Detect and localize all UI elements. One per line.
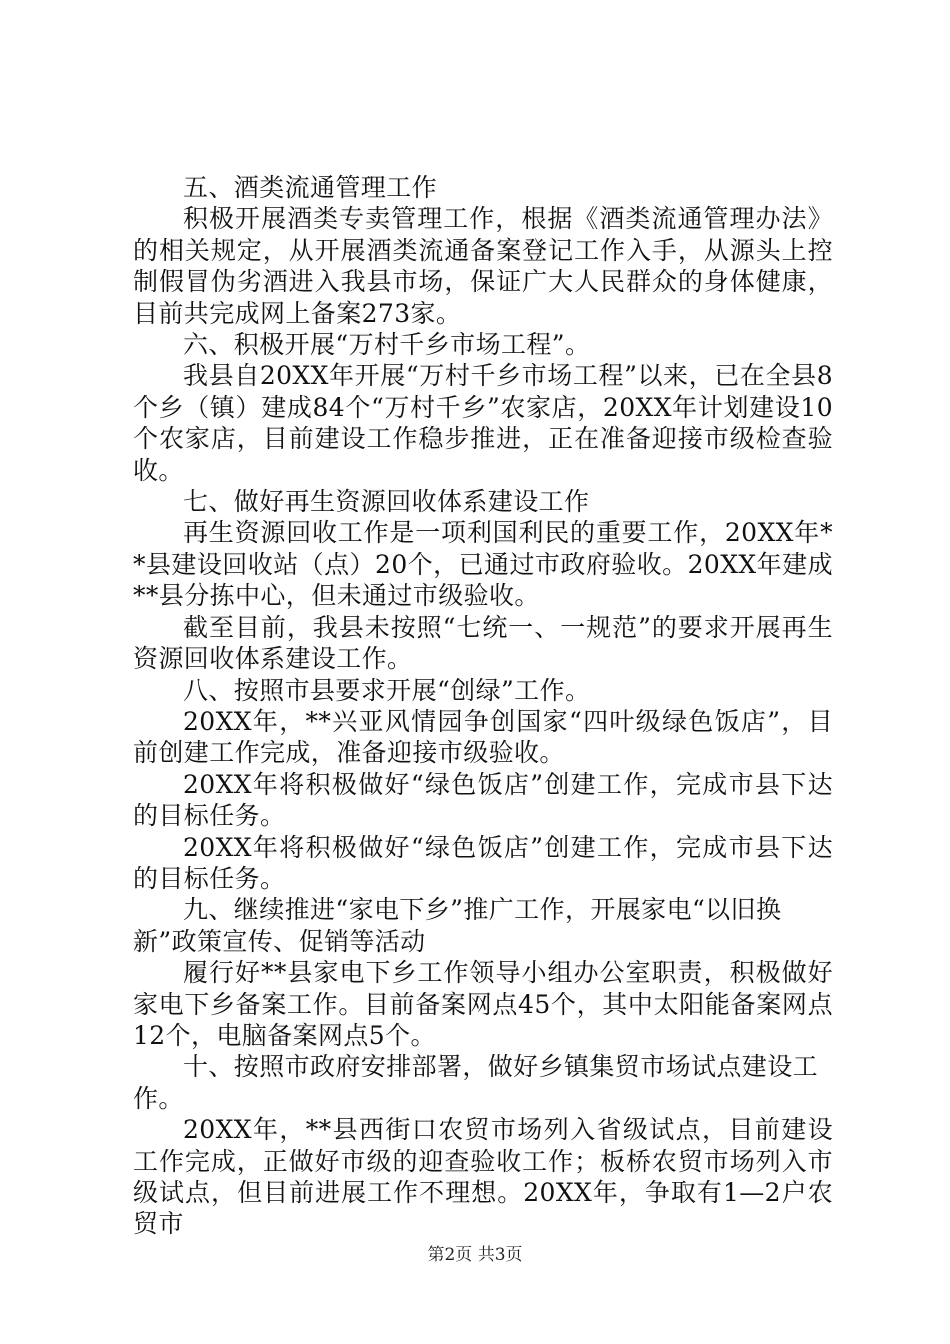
section-heading: 五、酒类流通管理工作 [183, 173, 438, 202]
section-heading: 八、按照市县要求开展“创绿”工作。 [183, 675, 591, 705]
body-paragraph: 20XX年，**县西街口农贸市场列入省级试点，目前建设工作完成，正做好市级的迎查验收工作；板桥农贸市场列入市级试点，但目前进展工作不理想。20XX年，争取有1—2户农贸市 [133, 1115, 833, 1239]
section-heading: 九、继续推进“家电下乡”推广工作，开展家电“以旧换新”政策宣传、促销等活动 [133, 895, 782, 956]
section-heading: 十、按照市政府安排部署，做好乡镇集贸市场试点建设工作。 [133, 1052, 819, 1113]
document-body [133, 172, 833, 1240]
body-paragraph: 20XX年将积极做好“绿色饭店”创建工作，完成市县下达的目标任务。 [133, 832, 833, 893]
body-paragraph: 再生资源回收工作是一项利国利民的重要工作，20XX年**县建设回收站（点）20个，已通过市政府验收。20XX年建成**县分拣中心，但未通过市级验收。 [133, 518, 833, 611]
section-heading: 六、积极开展“万村千乡市场工程”。 [183, 330, 591, 360]
section-heading: 七、做好再生资源回收体系建设工作 [183, 487, 590, 517]
body-paragraph: 我县自20XX年开展“万村千乡市场工程”以来，已在全县8个乡（镇）建成84个“万村千乡”农家店，20XX年计划建设10个农家店，目前建设工作稳步推进，正在准备迎接市级检查验收。 [133, 361, 833, 485]
body-paragraph: 20XX年将积极做好“绿色饭店”创建工作，完成市县下达的目标任务。 [133, 769, 833, 831]
page-number-label: 第2页 共3页 [427, 1245, 523, 1265]
body-paragraph: 履行好**县家电下乡工作领导小组办公室职责，积极做好家电下乡备案工作。目前备案网点45个，其中太阳能备案网点12个，电脑备案网点5个。 [133, 958, 833, 1050]
body-paragraph: 积极开展酒类专卖管理工作，根据《酒类流通管理办法》的相关规定，从开展酒类流通备案登记工作入手，从源头上控制假冒伪劣酒进入我县市场，保证广大人民群众的身体健康，目前共完成网上备案273家。 [133, 204, 833, 328]
page-footer [0, 1244, 950, 1266]
body-paragraph: 20XX年，**兴亚风情园争创国家“四叶级绿色饭店”，目前创建工作完成，准备迎接市级验收。 [133, 706, 833, 768]
body-paragraph: 截至目前，我县未按照“七统一、一规范”的要求开展再生资源回收体系建设工作。 [133, 612, 833, 674]
